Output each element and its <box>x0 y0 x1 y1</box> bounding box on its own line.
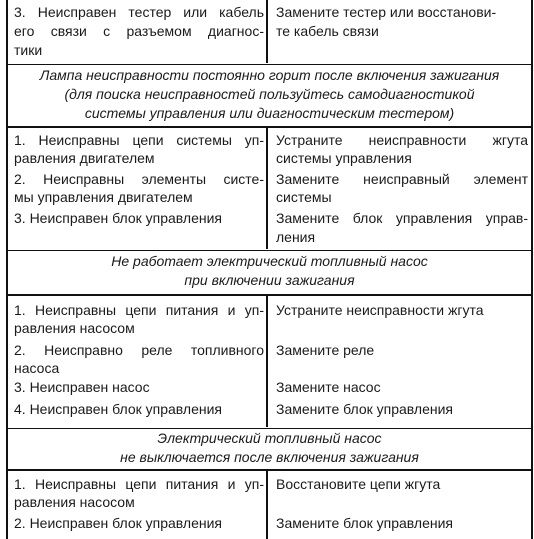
section1-body <box>8 128 531 249</box>
cause-text: равления насосом <box>14 320 135 336</box>
action-text: Замените неисправный элемент <box>276 171 528 187</box>
action-text: ления <box>276 229 316 245</box>
action-text: Устраните неисправности жгута <box>276 302 484 318</box>
column-divider <box>266 128 268 249</box>
cause-text: равления двигателем <box>14 150 155 166</box>
header-rule <box>8 250 531 251</box>
action-text: Восстановите цепи жгута <box>276 476 441 492</box>
cause-text: 1. Неисправны цепи системы уп- <box>14 132 264 148</box>
section3-header <box>8 425 531 471</box>
action-text: системы <box>276 189 332 205</box>
header-line: Электрический топливный насос <box>157 430 382 446</box>
action-text: Замените блок управления <box>276 401 454 417</box>
cause-text: 3. Неисправен насос <box>14 379 150 395</box>
section3-body <box>8 471 531 539</box>
cause-text: 2. Неисправен блок управления <box>14 515 222 531</box>
action-text: Замените насос <box>276 379 381 395</box>
header-rule <box>8 64 531 65</box>
cause-text: 4. Неисправен блок управления <box>14 401 222 417</box>
action-text: те кабель связи <box>276 23 379 39</box>
action-text: Замените реле <box>276 342 375 358</box>
column-divider <box>266 471 268 539</box>
header-line: не выключается после включения зажигания <box>120 449 419 465</box>
column-divider <box>266 0 268 63</box>
cause-text: 3. Неисправен тестер или кабель <box>14 4 264 20</box>
section2-header <box>8 247 531 296</box>
header-line: (для поиска неисправностей пользуйтесь самодиагностикой <box>64 86 475 102</box>
section2-body <box>8 296 531 427</box>
action-text: Устраните неисправности жгута <box>276 132 528 148</box>
cause-text: насоса <box>14 360 60 376</box>
cause-text: 3. Неисправен блок управления <box>14 210 222 226</box>
section1-header <box>8 61 531 128</box>
action-text: Замените блок управления <box>276 515 454 531</box>
header-line: системы управления или диагностическим тестером) <box>84 105 455 121</box>
header-line: Не работает электрический топливный насос <box>111 253 428 269</box>
action-text: Замените блок управления управ- <box>276 210 528 226</box>
cause-text: 2. Неисправно реле топливного <box>14 342 264 358</box>
cause-text: 1. Неисправны цепи питания и уп- <box>14 476 264 492</box>
cause-text: равления насосом <box>14 494 135 510</box>
header-line: Лампа неисправности постоянно горит после включения зажигания <box>39 67 500 83</box>
cause-text: его связи с разъемом диагнос- <box>14 23 264 39</box>
cause-text: 2. Неисправны элементы систе- <box>14 171 264 187</box>
troubleshooting-table <box>6 0 533 539</box>
cause-text: тики <box>14 42 43 58</box>
cause-text: мы управления двигателем <box>14 189 193 205</box>
header-line: при включении зажигания <box>184 272 355 288</box>
cause-text: 1. Неисправны цепи питания и уп- <box>14 302 264 318</box>
action-text: Замените тестер или восстанови- <box>276 4 497 20</box>
column-divider <box>266 296 268 427</box>
action-text: системы управления <box>276 150 412 166</box>
section0-body <box>8 0 531 63</box>
